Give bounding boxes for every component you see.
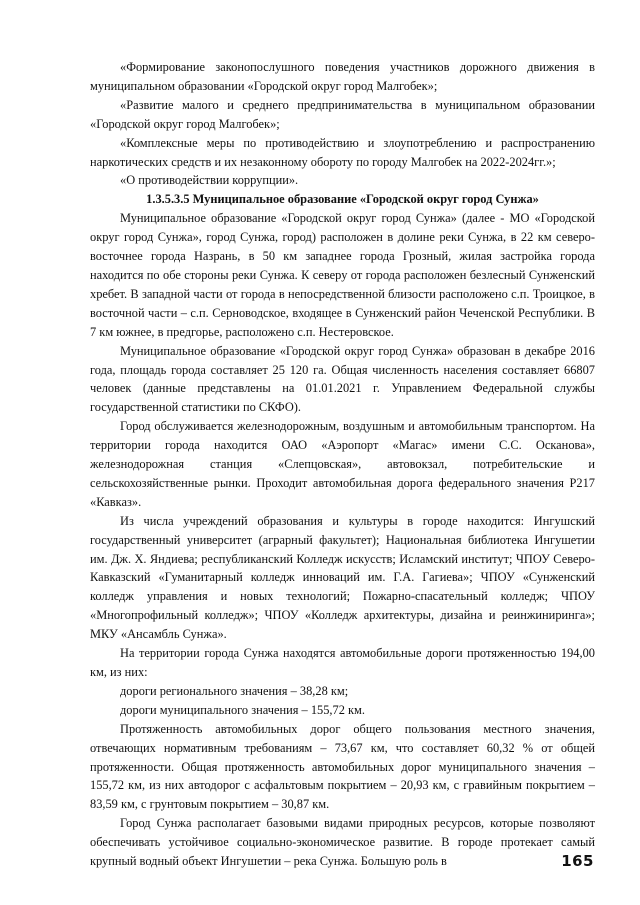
paragraph-program-3: «Комплексные меры по противодействию и злоупотреблению и распространению наркотических средств и их незаконному обороту по городу Малгобек на 2022-2024гг.»; [90,135,595,169]
paragraph-transport: Город обслуживается железнодорожным, воздушным и автомобильным транспортом. На территории города находится ОАО «Аэропорт «Магас» имени С.С. Осканова», железнодорожная станция «Слепцовская», автовокзал, потребительские и сельскохозяйственные рынки. Проходит автомобильная дорога федерального значения Р217 «Кавказ». [90,419,595,509]
paragraph-program-4: «О противодействии коррупции». [120,173,299,188]
paragraph-roads-regional: дороги регионального значения – 38,28 км; [120,683,349,698]
page-number: 165 [561,852,594,870]
section-heading: 1.3.5.3.5 Муниципальное образование «Городской округ город Сунжа» [146,192,539,207]
paragraph-roads-municipal: дороги муниципального значения – 155,72 км. [120,702,365,717]
paragraph-resources: Город Сунжа располагает базовыми видами природных ресурсов, которые позволяют обеспечивать устойчивое социально-экономическое развитие. В городе протекает самый крупный водный объект Ингушетии – река Сунжа. Большую роль в [90,816,595,869]
paragraph-roads-length: Протяженность автомобильных дорог общего пользования местного значения, отвечающих нормативным требованиям – 73,67 км, что составляет 60,32 % от общей протяженности. Общая протяженность автомобильных дорог муниципального значения – 155,72 км, из них автодорог с асфальтовым покрытием – 20,93 км, с гравийным покрытием – 83,59 км, с грунтовым покрытием – 30,87 км. [90,721,595,812]
paragraph-education: Из числа учреждений образования и культуры в городе находится: Ингушский государственный университет (аграрный факультет); Национальная библиотека Ингушетии им. Дж. Х. Яндиева; республиканский Колледж искусств; Исламский институт; ЧПОУ Северо-Кавказский «Гуманитарный колледж инноваций им. Г.А. Гагиева»; ЧПОУ «Сунженский колледж управления и новых технологий; Пожарно-спасательный колледж; ЧПОУ «Многопрофильный колледж»; ЧПОУ «Колледж архитектуры, дизайна и реинжиниринга»; МКУ «Ансамбль Сунжа». [90,513,595,642]
document-page [90,58,595,871]
paragraph-program-1: «Формирование законопослушного поведения участников дорожного движения в муниципальном образовании «Городской округ город Малгобек»; [90,60,595,93]
paragraph-population: Муниципальное образование «Городской округ город Сунжа» образован в декабре 2016 года, площадь города составляет 25 120 га. Общая численность населения составляет 66807 человек (данные представлены на 01.01.2021 г. Управлением Федеральной службы государственной статистики по СКФО). [90,343,595,415]
paragraph-program-2: «Развитие малого и среднего предпринимательства в муниципальном образовании «Городской округ город Малгобек»; [90,97,595,131]
paragraph-location: Муниципальное образование «Городской округ город Сунжа» (далее - МО «Городской округ город Сунжа», город Сунжа, город) расположен в долине реки Сунжа, в 22 км северо-восточнее города Назрань, в 50 км западнее города Грозный, жилая застройка города находится по обе стороны реки Сунжа. К северу от города расположен безлесный Сунженский хребет. В западной части от города в непосредственной близости расположено с.п. Троицкое, в восточной части – с.п. Серноводское, входящее в Сунженский район Чеченской Республики. В 7 км южнее, в предгорье, расположено с.п. Нестеровское. [90,211,595,339]
paragraph-roads-total: На территории города Сунжа находятся автомобильные дороги протяженностью 194,00 км, из них: [90,646,595,679]
